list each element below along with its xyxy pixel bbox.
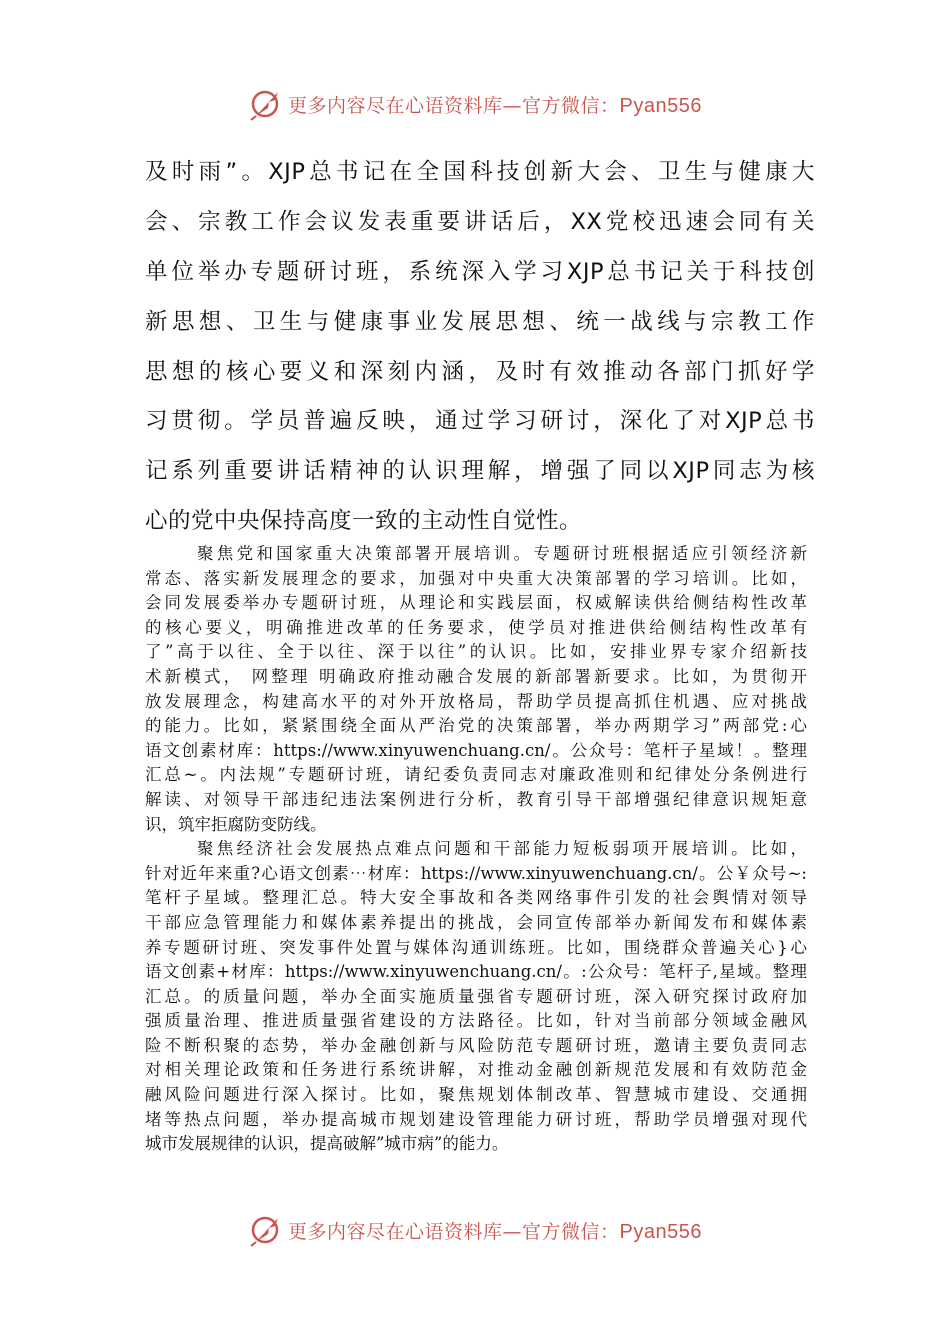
intro-line: 心的党中央保持高度一致的主动性自觉性。 xyxy=(145,508,583,535)
watermark-handle: Pyan556 xyxy=(619,1220,702,1243)
paragraph-line: 的核心要义，明确推进改革的任务要求，使学员对推进供给侧结构性改革有 xyxy=(145,617,807,637)
watermark-text xyxy=(288,91,702,118)
paragraph-line: 险不断积聚的态势，举办金融创新与风险防范专题研讨班，邀请主要负责同志 xyxy=(145,1035,807,1055)
paragraph-line: 汇总~。内法规”专题研讨班，请纪委负责同志对廉政准则和纪律处分条例进行 xyxy=(145,765,807,785)
intro-line: 单位举办专题研讨班，系统深入学习XJP总书记关于科技创 xyxy=(145,258,815,285)
paragraph-line: 常态、落实新发展理念的要求，加强对中央重大决策部署的学习培训。比如， xyxy=(145,568,807,588)
paragraph-line: 汇总。的质量问题，举办全面实施质量强省专题研讨班，深入研究探讨政府加 xyxy=(145,986,807,1006)
header-watermark xyxy=(0,84,950,124)
paragraph-line: 术新模式， 网整理 明确政府推动融合发展的新部署新要求。比如，为贯彻开 xyxy=(145,666,807,686)
paragraph-line: 强质量治理、推进质量强省建设的方法路径。比如，针对当前部分领域金融风 xyxy=(145,1011,807,1031)
footer-watermark xyxy=(0,1210,950,1250)
paragraph-line: 语文创素+材库：https://www.xinyuwenchuang.cn/。:公众号：笔杆子,星域。整理 xyxy=(145,962,807,982)
paragraph-line: 笔杆子星域。整理汇总。特大安全事故和各类网络事件引发的社会舆情对领导 xyxy=(145,888,807,908)
paragraph-hotspots xyxy=(145,837,807,1157)
body-text xyxy=(145,542,807,1157)
paragraph-line: 的能力。比如，紧紧围绕全面从严治党的决策部署，举办两期学习”两部党:心 xyxy=(145,716,807,736)
watermark-text xyxy=(288,1217,702,1244)
paragraph-line: 放发展理念，构建高水平的对外开放格局，帮助学员提高抓住机遇、应对挑战 xyxy=(145,691,807,711)
paragraph-decisions xyxy=(145,542,807,837)
watermark-caption: 更多内容尽在心语资料库—官方微信： xyxy=(288,94,620,117)
intro-line: 思想的核心要义和深刻内涵，及时有效推动各部门抓好学 xyxy=(145,358,815,385)
paragraph-line: 解读、对领导干部违纪违法案例进行分析，教育引导干部增强纪律意识规矩意 xyxy=(145,789,807,809)
paragraph-line: 了”高于以往、全于以往、深于以往”的认识。比如，安排业界专家介绍新技 xyxy=(145,642,807,662)
intro-line: 记系列重要讲话精神的认识理解，增强了同以XJP同志为核 xyxy=(145,458,815,485)
intro-line: 新思想、卫生与健康事业发展思想、统一战线与宗教工作 xyxy=(145,308,815,335)
paragraph-line: 会同发展委举办专题研讨班，从理论和实践层面，权威解读供给侧结构性改革 xyxy=(145,593,807,613)
paragraph-line: 堵等热点问题，举办提高城市规划建设管理能力研讨班，帮助学员增强对现代 xyxy=(145,1109,807,1129)
paragraph-line: 对相关理论政策和任务进行系统讲解，对推动金融创新规范发展和有效防范金 xyxy=(145,1060,807,1080)
quill-logo-icon xyxy=(248,86,284,122)
paragraph-line: 养专题研讨班、突发事件处置与媒体沟通训练班。比如，围绕群众普遍关心}心 xyxy=(145,937,807,957)
intro-line: 会、宗教工作会议发表重要讲话后，XX党校迅速会同有关 xyxy=(145,208,815,235)
intro-line: 习贯彻。学员普遍反映，通过学习研讨，深化了对XJP总书 xyxy=(145,408,815,435)
paragraph-line: 针对近年来重?心语文创素⋯材库：https://www.xinyuwenchuang.cn/。公￥众号~: xyxy=(145,863,807,883)
intro-line: 及时雨”。XJP总书记在全国科技创新大会、卫生与健康大 xyxy=(145,159,815,185)
paragraph-line: 语文创素材库：https://www.xinyuwenchuang.cn/。公众号：笔杆子星域！。整理 xyxy=(145,740,807,760)
paragraph-line: 识，筑牢拒腐防变防线。 xyxy=(145,814,327,834)
paragraph-line: 融风险问题进行深入探讨。比如，聚焦规划体制改革、智慧城市建设、交通拥 xyxy=(145,1085,807,1105)
watermark-handle: Pyan556 xyxy=(619,94,702,117)
paragraph-line: 干部应急管理能力和媒体素养提出的挑战，会同宣传部举办新闻发布和媒体素 xyxy=(145,912,807,932)
intro-paragraph xyxy=(145,148,815,547)
paragraph-line: 城市发展规律的认识，提高破解”城市病”的能力。 xyxy=(145,1134,509,1154)
paragraph-line: 聚焦党和国家重大决策部署开展培训。专题研讨班根据适应引领经济新 xyxy=(197,544,807,563)
quill-logo-icon xyxy=(248,1212,284,1248)
watermark-caption: 更多内容尽在心语资料库—官方微信： xyxy=(288,1220,620,1243)
paragraph-line: 聚焦经济社会发展热点难点问题和干部能力短板弱项开展培训。比如， xyxy=(197,839,807,859)
